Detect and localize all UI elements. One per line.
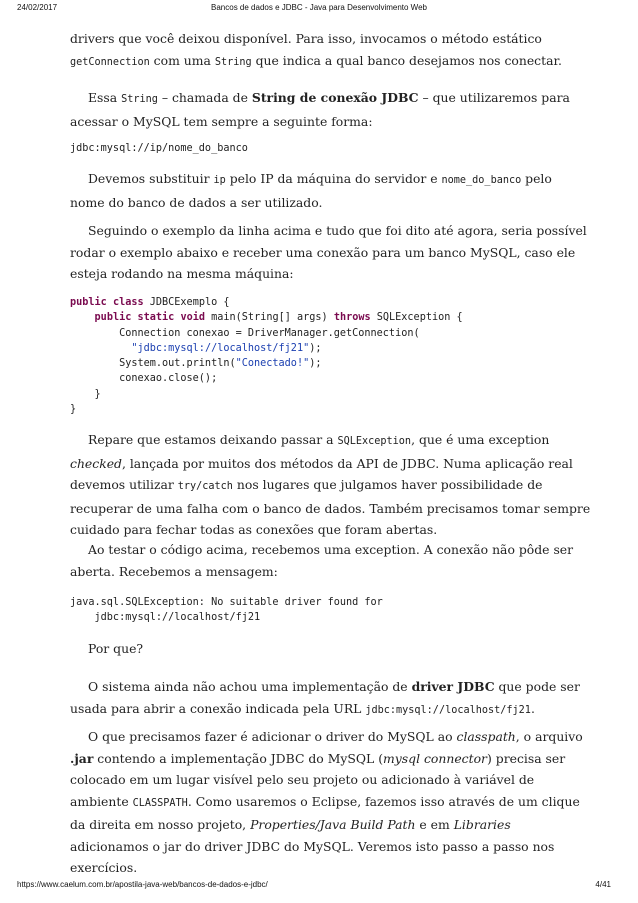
text-line: Ao testar o código acima, recebemos uma exception. A conexão não pôde ser xyxy=(88,542,574,557)
bold-term: driver JDBC xyxy=(411,679,495,694)
code-text: JDBCExemplo { xyxy=(143,297,230,308)
text-line xyxy=(70,453,573,475)
italic-term: Libraries xyxy=(453,817,511,832)
text-line: colocado em um lugar visível pelo seu projeto ou adicionado à variável de xyxy=(70,772,535,787)
code-line: } xyxy=(70,404,77,416)
text-line: drivers que você deixou disponível. Para isso, invocamos o método estático xyxy=(70,31,542,46)
text-line xyxy=(70,676,580,698)
italic-term: checked xyxy=(70,455,122,471)
text-line: Seguindo o exemplo da linha acima e tudo que foi dito até agora, seria possível xyxy=(88,223,587,238)
text-span: usada para abrir a conexão indicada pela URL xyxy=(70,700,366,716)
text-span: Essa xyxy=(88,90,122,105)
italic-term: classpath xyxy=(456,729,516,744)
text-span: – que utilizaremos para xyxy=(418,90,570,105)
code-keyword: throws xyxy=(333,312,371,324)
print-title: Bancos de dados e JDBC - Java para Desenvolvimento Web xyxy=(211,3,427,12)
text-span: O que precisamos fazer é adicionar o driver do MySQL ao xyxy=(88,729,457,744)
text-span: . xyxy=(530,700,535,716)
paragraph-sqlexception xyxy=(70,429,591,541)
text-span: Devemos substituir xyxy=(88,171,214,186)
text-span: , que é uma exception xyxy=(411,432,550,447)
text-span: contendo a implementação JDBC do MySQL ( xyxy=(93,750,384,766)
text-span: e em xyxy=(415,817,454,832)
code-line xyxy=(70,343,322,354)
paragraph-substitute xyxy=(70,168,570,213)
code-string: "Conectado!" xyxy=(235,358,310,370)
code-line: conexao.close(); xyxy=(70,373,218,385)
print-header xyxy=(0,3,638,17)
inline-code: CLASSPATH xyxy=(132,797,188,809)
text-span: – chamada de xyxy=(157,90,252,105)
paragraph-test-result xyxy=(70,539,574,582)
text-line: acessar o MySQL tem sempre a seguinte forma: xyxy=(70,113,373,129)
text-span: . Como usaremos o Eclipse, fazemos isso através de um clique xyxy=(187,793,580,809)
text-line xyxy=(70,87,570,111)
paragraph-driver-not-found xyxy=(70,676,580,721)
text-line: cuidado para fechar todas as conexões que foram abertas. xyxy=(70,522,438,537)
inline-code: ip xyxy=(213,175,226,186)
text-line xyxy=(70,814,570,836)
code-line: } xyxy=(70,388,101,400)
text-line: nome do banco de dados a ser utilizado. xyxy=(70,194,323,210)
code-line: jdbc:mysql://localhost/fj21 xyxy=(70,612,261,624)
text-line xyxy=(70,168,570,192)
italic-term: mysql connector xyxy=(383,750,487,766)
code-keyword: void xyxy=(180,312,205,324)
text-span: nos lugares que julgamos haver possibilidade de xyxy=(232,477,543,492)
code-keyword: public xyxy=(70,297,107,308)
inline-code: SQLException xyxy=(337,436,412,447)
code-line xyxy=(70,358,322,369)
text-span: que indica a qual banco desejamos nos conectar. xyxy=(251,52,562,68)
text-line: rodar o exemplo abaixo e receber uma conexão para um banco MySQL, caso ele xyxy=(70,244,576,260)
text-line: aberta. Recebemos a mensagem: xyxy=(70,563,278,579)
print-url: https://www.caelum.com.br/apostila-java-web/bancos-de-dados-e-jdbc/ xyxy=(17,880,268,889)
text-line xyxy=(70,748,570,770)
inline-code: String xyxy=(121,94,158,105)
code-line: java.sql.SQLException: No suitable driver found for xyxy=(70,597,383,608)
print-date: 24/02/2017 xyxy=(17,3,58,12)
inline-code: nome_do_banco xyxy=(441,175,522,186)
page-number: 4/41 xyxy=(595,880,611,889)
text-span: Repare que estamos deixando passar a xyxy=(88,432,338,447)
text-span: , o arquivo xyxy=(515,729,583,744)
inline-code: try/catch xyxy=(177,481,233,492)
text-line xyxy=(70,698,570,722)
text-span: , lançada por muitos dos métodos da API de JDBC. Numa aplicação real xyxy=(121,455,573,471)
code-line: Connection conexao = DriverManager.getConnection( xyxy=(70,327,420,339)
text-span: da direita em nosso projeto, xyxy=(70,817,251,832)
text-line xyxy=(70,791,580,815)
text-line xyxy=(70,50,570,74)
text-span: que pode ser xyxy=(494,679,580,694)
code-line xyxy=(70,297,230,308)
text-line: recuperar de uma falha com o banco de dados. Também precisamos tomar sempre xyxy=(70,500,591,516)
connection-format-code: jdbc:mysql://ip/nome_do_banco xyxy=(70,143,248,154)
text-line: esteja rodando na mesma máquina: xyxy=(70,266,294,281)
code-line xyxy=(70,312,463,323)
inline-code: jdbc:mysql://localhost/fj21 xyxy=(365,704,531,716)
italic-term: Properties/Java Build Path xyxy=(250,817,416,832)
code-keyword: static xyxy=(137,312,175,324)
text-line: exercícios. xyxy=(70,860,138,875)
text-line xyxy=(70,429,570,453)
paragraph-example-intro xyxy=(70,220,587,285)
code-text: System.out.println( xyxy=(70,358,236,370)
inline-code: getConnection xyxy=(70,56,150,68)
paragraph-classpath xyxy=(70,726,583,879)
text-span: com uma xyxy=(149,52,215,68)
text-span: O sistema ainda não achou uma implementação de xyxy=(88,679,412,694)
paragraph-drivers xyxy=(70,28,570,73)
code-keyword: class xyxy=(112,297,144,308)
code-string: "jdbc:mysql://localhost/fj21" xyxy=(131,342,310,354)
code-text: SQLException { xyxy=(370,312,463,324)
text-span: pelo IP da máquina do servidor e xyxy=(225,171,442,186)
text-span: ambiente xyxy=(70,793,133,809)
bold-term: .jar xyxy=(70,750,94,766)
print-footer xyxy=(0,880,638,894)
code-block-jdbc-example xyxy=(70,295,463,417)
code-text: ); xyxy=(309,342,322,354)
code-keyword: public xyxy=(94,312,132,324)
text-span: pelo xyxy=(521,171,552,186)
text-line xyxy=(70,726,583,748)
text-line: adicionamos o jar do driver JDBC do MySQL. Veremos isto passo a passo nos xyxy=(70,838,555,854)
text-line: Por que? xyxy=(88,641,144,656)
error-message-block xyxy=(70,595,383,626)
bold-term: String de conexão JDBC xyxy=(251,90,419,105)
text-line xyxy=(70,474,570,498)
paragraph-why xyxy=(70,638,570,660)
text-span: devemos utilizar xyxy=(70,477,178,492)
text-span: ) precisa ser xyxy=(486,750,566,766)
inline-code: String xyxy=(214,56,252,68)
code-text: ); xyxy=(309,358,322,370)
paragraph-connection-string xyxy=(70,87,570,132)
code-text: main(String[] args) xyxy=(205,312,334,324)
